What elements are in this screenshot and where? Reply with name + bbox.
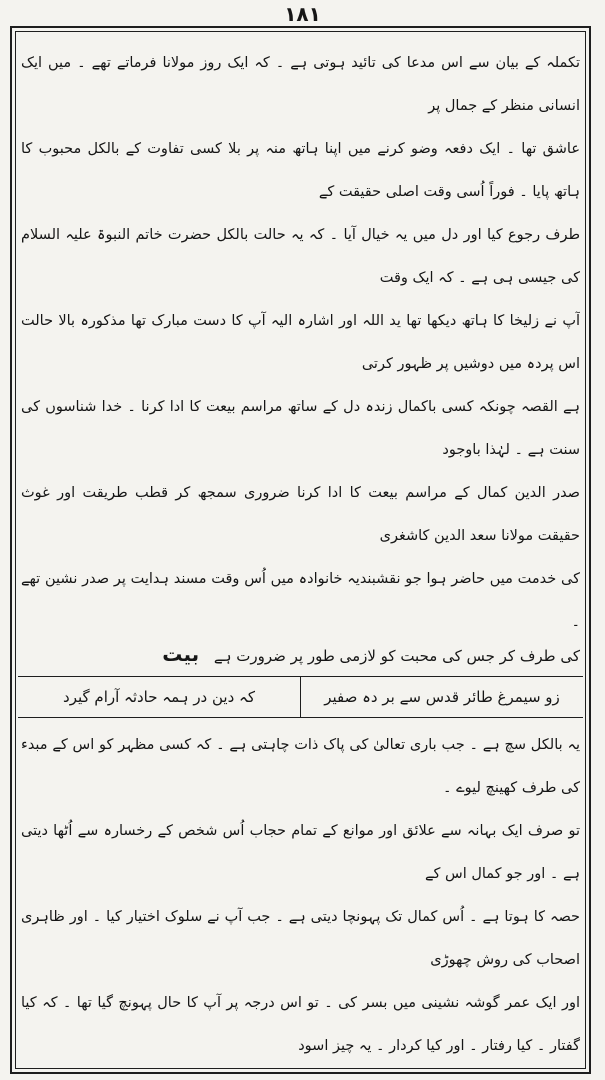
text-line: آپ نے زلیخا کا ہاتھ دیکھا تھا ید اللہ اور اشارہ الیہ آپ کا دست مبارک تھا مذکورہ بالا حالت اس پردہ میں دوشیں پر ظہور کرتی	[21, 313, 580, 372]
text-line: صدر الدین کمال کے مراسم بیعت کا ادا کرنا ضروری سمجھ کر قطب طریقت اور غوث حقیقت مولانا سعد الدین کاشغری	[21, 485, 580, 544]
page-frame	[10, 26, 591, 1074]
verse-hemistich-left: کہ دین در ہمہ حادثہ آرام گیرد	[63, 688, 255, 706]
text-line: حصہ کا ہوتا ہے ۔ اُس کمال تک پہونچا دیتی ہے ۔ جب آپ نے سلوک اختیار کیا ۔ اور ظاہری اصحاب کی روش چھوڑی	[21, 909, 580, 968]
verse-intro-text: کی طرف کر جس کی محبت کو لازمی طور پر ضرورت ہے	[213, 647, 580, 665]
body-text-lower	[21, 724, 580, 1068]
text-line: ہے القصہ چونکہ کسی باکمال زندہ دل کے ساتھ مراسم بیعت کا ادا کرنا ۔ خدا شناسوں کی سنت ہے ۔ لہٰذا باوجود	[21, 399, 580, 458]
text-line: تکملہ کے بیان سے اس مدعا کی تائید ہوتی ہے ۔ کہ ایک روز مولانا فرماتے تھے ۔ میں ایک انسانی منظر کے جمال پر	[21, 55, 580, 114]
text-line: یہ بالکل سچ ہے ۔ جب باری تعالیٰ کی پاک ذات چاہتی ہے ۔ کہ کسی مظہر کو اس کے مبدء کی طرف کھینچ لیوے ۔	[21, 737, 580, 796]
text-line: تو صرف ایک بہانہ سے علائق اور موانع کے تمام حجاب اُس شخص کے رخسارہ سے اُٹھا دیتی ہے ۔ اور جو کمال اس کے	[21, 823, 580, 882]
verse-heading-word: بیت	[162, 642, 200, 666]
text-line: کی خدمت میں حاضر ہوا جو نقشبندیہ خانوادہ میں اُس وقت مسند ہدایت پر صدر نشین تھے ۔	[21, 571, 580, 630]
text-line: اور ایک عمر گوشہ نشینی میں بسر کی ۔ تو اس درجہ پر آپ کا حال پہونچ گیا تھا ۔ کہ کیا گفتار ۔ کیا رفتار ۔ اور کیا کردار ۔ یہ چیز اسود	[21, 995, 580, 1054]
verse-table	[18, 676, 583, 718]
body-text-upper	[21, 42, 580, 634]
verse-heading-line	[21, 634, 580, 674]
page-number: ۱۸۱	[284, 2, 321, 26]
verse-hemistich-right: زو سیمرغ طائر قدس سے بر دہ صفیر	[324, 688, 560, 706]
text-line: عاشق تھا ۔ ایک دفعہ وضو کرنے میں اپنا ہاتھ منہ پر بلا کسی تفاوت کے بالکل محبوب کا ہاتھ پایا ۔ فوراً اُسی وقت اصلی حقیقت کے	[21, 141, 580, 200]
text-line: طرف رجوع کیا اور دل میں یہ خیال آیا ۔ کہ یہ حالت بالکل حضرت خاتم النبوۃ علیہ السلام کی جیسی ہی ہے ۔ کہ ایک وقت	[21, 227, 580, 286]
